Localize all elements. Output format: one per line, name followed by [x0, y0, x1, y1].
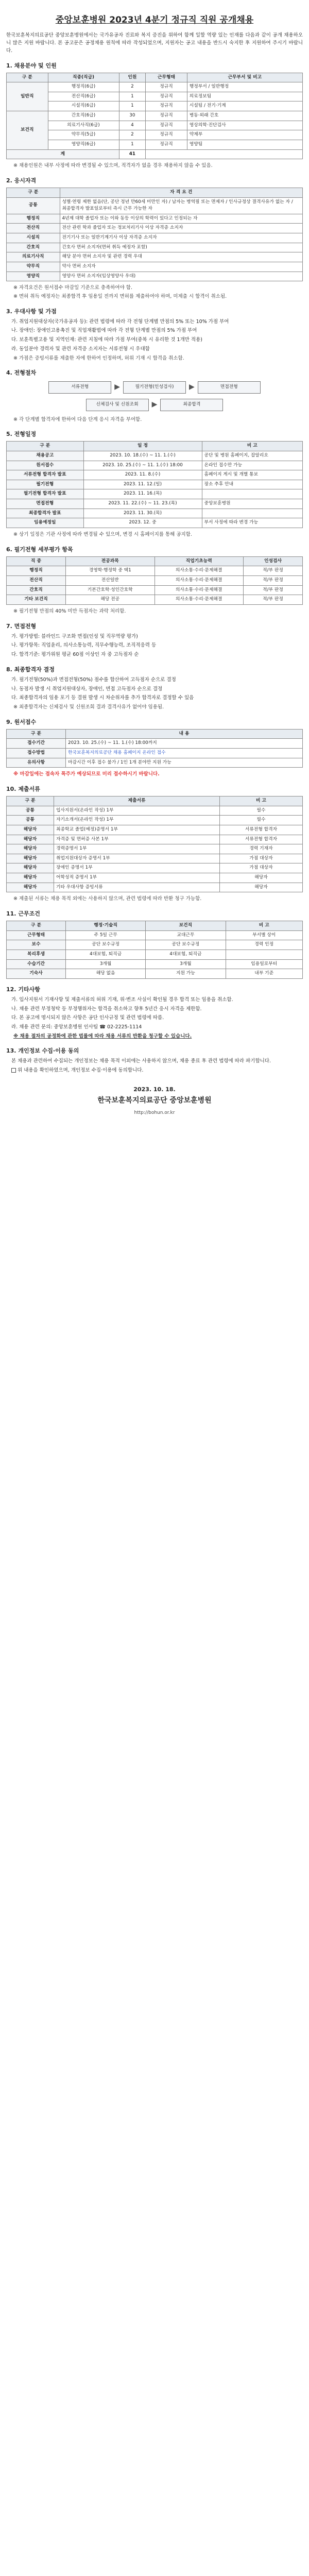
- intro-paragraph: 한국보훈복지의료공단 중앙보훈병원에서는 국가유공자 진료와 복지 증진을 위하여 함께 일할 역량 있는 인재를 다음과 같이 공개 채용하오니 많은 지원 바랍니다. 본 공고문은 공정채용 원칙에 따라 작성되었으며, 지원자는 공고 내용을 반드시 숙지한 후 지원하여 주시기 바랍니다.: [6, 32, 303, 54]
- table-cell: 기숙사: [7, 969, 66, 979]
- table-cell: 필기전형: [7, 480, 84, 489]
- section-title: 7. 면접전형: [6, 622, 37, 630]
- table-cell: 4대보험, 퇴직금: [66, 950, 146, 959]
- table-cell: 2023. 10. 25.(수) ~ 11. 1.(수) 18:00: [83, 461, 202, 470]
- table-cell: 4년제 대학 졸업자 또는 이와 동등 이상의 학력이 있다고 인정되는 자: [60, 214, 303, 224]
- total-label: 계: [7, 149, 119, 159]
- table-row: [7, 835, 303, 844]
- conditions-table: [6, 921, 303, 979]
- table-row: [7, 470, 303, 480]
- table-cell: 입사지원서(온라인 작성) 1부: [54, 806, 220, 816]
- note-text: ※ 채용 절차의 공정화에 관한 법률에 따라 채용 서류의 반환을 청구할 수 있습니다.: [13, 1033, 192, 1039]
- table-cell: 기본간호학·성인간호학: [66, 585, 155, 595]
- arrow-right-icon: ▶: [114, 383, 120, 392]
- flow-step: 최종합격: [160, 399, 223, 411]
- table-cell: 정규직: [146, 140, 187, 149]
- table-cell: 4: [119, 121, 146, 130]
- table-cell: 부서별 상이: [226, 930, 303, 940]
- table-row: [7, 739, 303, 749]
- table-row: [7, 930, 303, 940]
- table-cell: 약사 면허 소지자: [60, 262, 303, 272]
- section-title: 2. 응시자격: [6, 177, 37, 184]
- section-title: 9. 원서접수: [6, 718, 37, 725]
- table-header: 직업기초능력: [154, 556, 244, 566]
- table-header: 구 분: [7, 73, 48, 82]
- table-cell: 자기소개서(온라인 작성) 1부: [54, 816, 220, 825]
- table-header: 일 정: [83, 442, 202, 451]
- paragraph: 다. 최종합격자의 임용 포기 등 결원 발생 시 차순위자를 추가 합격자로 결정할 수 있음: [11, 695, 194, 701]
- table-cell: 임용예정일: [7, 518, 84, 528]
- table-cell: 근무형태: [7, 930, 66, 940]
- table-cell: [202, 509, 303, 518]
- table-row: [7, 509, 303, 518]
- note-text: ※ 제출된 서류는 채용 목적 외에는 사용하지 않으며, 관련 법령에 따라 반환 청구 가능함.: [13, 896, 202, 902]
- table-header: 구 분: [7, 442, 84, 451]
- note-text: ※ 자격요건은 원서접수 마감일 기준으로 충족하여야 함.: [13, 285, 132, 291]
- table-cell: 의료기사직(6급): [48, 121, 119, 130]
- table-cell: 접수방법: [7, 748, 66, 758]
- table-cell: 적/부 판정: [244, 585, 303, 595]
- issue-date: 2023. 10. 18.: [133, 1086, 176, 1093]
- table-cell: 해당 없음: [66, 969, 146, 979]
- table-cell: 서류전형 합격자: [220, 835, 303, 844]
- table-cell: 부서 사정에 따라 변경 가능: [202, 518, 303, 528]
- table-row: [7, 844, 303, 854]
- section-title: 6. 필기전형 세부평가 항목: [6, 546, 73, 553]
- table-cell: 시설직(6급): [48, 101, 119, 111]
- table-header: 비 고: [226, 921, 303, 931]
- table-row: [7, 214, 303, 224]
- table-header: 보건직: [146, 921, 226, 931]
- table-row: [7, 758, 303, 768]
- footer-url[interactable]: http://bohun.or.kr: [134, 1110, 175, 1115]
- table-row: [7, 92, 303, 101]
- table-cell: 자격증 및 면허증 사본 1부: [54, 835, 220, 844]
- table-cell: 공단 보수규정: [146, 940, 226, 950]
- table-row: [7, 82, 303, 92]
- table-cell: 지원 가능: [146, 969, 226, 979]
- table-cell: 약무직: [7, 262, 60, 272]
- table-row: [7, 224, 303, 233]
- table-cell: 온라인 접수만 가능: [202, 461, 303, 470]
- table-header: 전공과목: [66, 556, 155, 566]
- table-cell: 필수: [220, 806, 303, 816]
- process-flow: [6, 399, 303, 411]
- table-row: [7, 854, 303, 863]
- table-cell: 약제부: [187, 130, 302, 140]
- notice-page: [0, 0, 309, 1131]
- table-header-row: [7, 73, 303, 82]
- table-cell: 2: [119, 130, 146, 140]
- table-total-row: [7, 149, 303, 159]
- table-cell: 경력 인정: [226, 940, 303, 950]
- table-row: [7, 883, 303, 892]
- table-cell: 복리후생: [7, 950, 66, 959]
- table-cell: 가점 대상자: [220, 863, 303, 873]
- paragraph: 다. 합격기준: 평가위원 평균 60점 이상인 자 중 고득점자 순: [11, 652, 139, 658]
- table-row: [7, 873, 303, 883]
- table-row: [7, 950, 303, 959]
- table-cell: 2023. 11. 16.(목): [83, 489, 202, 499]
- table-row: [7, 140, 303, 149]
- table-row: [7, 748, 303, 758]
- table-cell: 2023. 10. 25.(수) ~ 11. 1.(수) 18:00까지: [66, 739, 303, 749]
- total-value: 41: [119, 149, 146, 159]
- table-cell: 정규직: [146, 130, 187, 140]
- table-cell: 경력 기재자: [220, 844, 303, 854]
- paragraph: 나. 채용 관련 부정청탁 등 부정행위자는 합격을 취소하고 향후 5년간 응시 자격을 제한함.: [11, 1006, 202, 1012]
- table-cell: 전산 관련 학과 졸업자 또는 정보처리기사 이상 자격증 소지자: [60, 224, 303, 233]
- qualification-table: [6, 188, 303, 281]
- table-header-row: [7, 188, 303, 197]
- table-cell: 영상의학·진단검사: [187, 121, 302, 130]
- table-header: 직종(직급): [48, 73, 119, 82]
- table-cell: 전산직: [7, 224, 60, 233]
- table-cell: 시설팀 / 전기·기계: [187, 101, 302, 111]
- table-cell: 공단 및 병원 홈페이지, 잡알리오: [202, 451, 303, 461]
- table-cell: 원서접수: [7, 461, 84, 470]
- checkbox-icon: [11, 1068, 16, 1073]
- table-cell: 장소 추후 안내: [202, 480, 303, 489]
- table-cell: 공통: [7, 816, 54, 825]
- table-cell: [202, 489, 303, 499]
- table-cell: 기타 우대사항 증빙서류: [54, 883, 220, 892]
- table-cell: 1: [119, 92, 146, 101]
- table-cell: 행정직: [7, 214, 60, 224]
- table-cell: 경력증명서 1부: [54, 844, 220, 854]
- section-title: 3. 우대사항 및 가점: [6, 308, 57, 315]
- table-cell: 어학성적 증명서 1부: [54, 873, 220, 883]
- table-cell: 해당 분야 면허 소지자 및 관련 경력 우대: [60, 252, 303, 262]
- table-cell: 임용일로부터: [226, 959, 303, 969]
- table-cell: 행정부서 / 일반행정: [187, 82, 302, 92]
- table-row: [7, 575, 303, 585]
- consent-text: 위 내용을 확인하였으며, 개인정보 수집·이용에 동의합니다.: [18, 1067, 144, 1074]
- table-cell: 전기기사 또는 일반기계기사 이상 자격증 소지자: [60, 233, 303, 243]
- table-cell: 내부 기준: [226, 969, 303, 979]
- table-cell: 해당 전공: [66, 595, 155, 605]
- table-cell: 2: [119, 82, 146, 92]
- table-cell: 2023. 11. 8.(수): [83, 470, 202, 480]
- table-row: [7, 451, 303, 461]
- table-cell: 마감시간 이후 접수 불가 / 1인 1개 분야만 지원 가능: [66, 758, 303, 768]
- note-text: ※ 채용인원은 내부 사정에 따라 변경될 수 있으며, 적격자가 없을 경우 채용하지 않을 수 있음.: [13, 163, 213, 169]
- table-cell: 시설직: [7, 233, 60, 243]
- table-cell: 적/부 판정: [244, 566, 303, 576]
- table-cell: 의료기사직: [7, 252, 60, 262]
- note-text: ※ 마감일에는 접속자 폭주가 예상되므로 미리 접수하시기 바랍니다.: [13, 771, 160, 777]
- paragraph: 가. 입사지원서 기재사항 및 제출서류의 허위 기재, 위·변조 사실이 확인될 경우 합격 또는 임용을 취소함.: [11, 996, 233, 1003]
- table-cell: 정규직: [146, 82, 187, 92]
- table-cell: [146, 149, 303, 159]
- paragraph: 가. 취업지원대상자(국가유공자 등): 관련 법령에 따라 각 전형 단계별 만점의 5% 또는 10% 가점 부여: [11, 318, 229, 325]
- table-header: 비 고: [220, 796, 303, 806]
- table-row: [7, 595, 303, 605]
- table-cell: 행정직(6급): [48, 82, 119, 92]
- table-header: 구 분: [7, 921, 66, 931]
- table-cell: 해당자: [7, 863, 54, 873]
- table-row: [7, 585, 303, 595]
- table-row: [7, 262, 303, 272]
- table-row: [7, 111, 303, 121]
- group-cell: 보건직: [7, 111, 48, 150]
- paragraph: 나. 평가항목: 직업윤리, 의사소통능력, 직무수행능력, 조직적응력 등: [11, 642, 157, 649]
- paragraph: 라. 채용 관련 문의: 중앙보훈병원 인사팀 ☎ 02-2225-1114: [11, 1024, 142, 1030]
- table-cell: 취업지원대상자 증명서 1부: [54, 854, 220, 863]
- section-title: 13. 개인정보 수집·이용 동의: [6, 1047, 79, 1055]
- note-text: ※ 가점은 증빙서류를 제출한 자에 한하여 인정하며, 허위 기재 시 합격을 취소함.: [13, 355, 184, 361]
- table-cell: 해당자: [7, 883, 54, 892]
- note-text: ※ 필기전형 만점의 40% 미만 득점자는 과락 처리함.: [13, 608, 126, 614]
- paragraph: 본 채용과 관련하여 수집되는 개인정보는 채용 목적 이외에는 사용하지 않으며, 채용 종료 후 관련 법령에 따라 파기합니다.: [11, 1058, 271, 1064]
- flow-step: 필기전형(인성검사): [123, 381, 186, 394]
- paragraph: 가. 필기전형(50%)과 면접전형(50%) 점수를 합산하여 고득점자 순으로 결정: [11, 676, 176, 683]
- table-cell: 영양직(6급): [48, 140, 119, 149]
- table-header-row: [7, 442, 303, 451]
- table-row: [7, 566, 303, 576]
- table-cell: 약무직(5급): [48, 130, 119, 140]
- table-row: [7, 272, 303, 281]
- table-cell: 간호직: [7, 585, 66, 595]
- arrow-right-icon: ▶: [189, 383, 195, 392]
- table-row: [7, 101, 303, 111]
- table-header: 행정·기술직: [66, 921, 146, 931]
- table-cell: 간호직(6급): [48, 111, 119, 121]
- table-cell: 정규직: [146, 101, 187, 111]
- table-row: [7, 959, 303, 969]
- table-cell: 필기전형 합격자 발표: [7, 489, 84, 499]
- section-title: 12. 기타사항: [6, 986, 40, 993]
- table-cell: 정규직: [146, 92, 187, 101]
- table-row: [7, 940, 303, 950]
- application-table: [6, 729, 303, 768]
- table-cell: 의사소통·수리·문제해결: [154, 595, 244, 605]
- table-header: 근무부서 및 비고: [187, 73, 302, 82]
- table-cell: 의사소통·수리·문제해결: [154, 585, 244, 595]
- table-cell: 2023. 11. 22.(수) ~ 11. 23.(목): [83, 499, 202, 509]
- table-cell: 해당자: [220, 883, 303, 892]
- table-header: 구 분: [7, 729, 66, 739]
- table-cell: 정규직: [146, 111, 187, 121]
- table-header: 직 종: [7, 556, 66, 566]
- table-cell: 채용공고: [7, 451, 84, 461]
- section-title: 4. 전형절차: [6, 369, 37, 377]
- table-cell: 정규직: [146, 121, 187, 130]
- table-cell: 전산직: [7, 575, 66, 585]
- table-header: 내 용: [66, 729, 303, 739]
- table-header-row: [7, 729, 303, 739]
- table-cell: 의사소통·수리·문제해결: [154, 575, 244, 585]
- table-header-row: [7, 796, 303, 806]
- table-cell: 1: [119, 101, 146, 111]
- table-cell: 2023. 12. 중: [83, 518, 202, 528]
- paragraph: 가. 평가방법: 블라인드 구조화 면접(인성 및 직무역량 평가): [11, 633, 138, 639]
- table-cell: 보수: [7, 940, 66, 950]
- table-cell: 2023. 10. 18.(수) ~ 11. 1.(수): [83, 451, 202, 461]
- paragraph: 라. 동일분야 경력자 및 관련 자격증 소지자는 서류전형 시 우대함: [11, 346, 150, 352]
- table-header: 인원: [119, 73, 146, 82]
- organization-name: 한국보훈복지의료공단 중앙보훈병원: [97, 1096, 212, 1105]
- table-cell: 면접전형: [7, 499, 84, 509]
- table-cell: 간호직: [7, 243, 60, 252]
- written-exam-table: [6, 556, 303, 605]
- table-cell: 해당자: [7, 835, 54, 844]
- table-cell: 필수: [220, 816, 303, 825]
- table-header-row: [7, 556, 303, 566]
- table-cell: 주 5일 근무: [66, 930, 146, 940]
- table-cell: 병동·외래 간호: [187, 111, 302, 121]
- section-title: 5. 전형일정: [6, 431, 37, 438]
- note-text: ※ 상기 일정은 기관 사정에 따라 변경될 수 있으며, 변경 시 홈페이지를 통해 공지함.: [13, 531, 192, 537]
- table-cell: 성별·연령 제한 없음(단, 공단 정년 만60세 미만인 자) / 남자는 병역필 또는 면제자 / 인사규정상 결격사유가 없는 자 / 최종합격자 발표일로부터 즉시 근무 가능한 자: [60, 197, 303, 214]
- table-cell: 행정직: [7, 566, 66, 576]
- table-cell: 2023. 11. 12.(일): [83, 480, 202, 489]
- paragraph: 나. 장애인: 장애인고용촉진 및 직업재활법에 따라 각 전형 단계별 만점의 5% 가점 부여: [11, 328, 197, 334]
- table-row: [7, 806, 303, 816]
- table-cell: 3개월: [66, 959, 146, 969]
- table-header: 제출서류: [54, 796, 220, 806]
- table-row: [7, 499, 303, 509]
- group-cell: 일반직: [7, 82, 48, 111]
- table-header: 자 격 요 건: [60, 188, 303, 197]
- table-row: [7, 121, 303, 130]
- table-row: [7, 130, 303, 140]
- table-row: [7, 252, 303, 262]
- table-cell: 영양팀: [187, 140, 302, 149]
- documents-table: [6, 796, 303, 892]
- table-cell: 경영학·행정학 중 택1: [66, 566, 155, 576]
- schedule-table: [6, 441, 303, 528]
- page-title: 중앙보훈병원 2023년 4분기 정규직 직원 공개채용: [55, 15, 254, 25]
- table-header: 비 고: [202, 442, 303, 451]
- table-cell: 의사소통·수리·문제해결: [154, 566, 244, 576]
- process-flow: [6, 381, 303, 394]
- note-text: ※ 면허 취득 예정자는 최종합격 후 임용일 전까지 면허를 제출하여야 하며, 미제출 시 합격이 취소됨.: [13, 293, 227, 299]
- paragraph: 다. 본 공고에 명시되지 않은 사항은 공단 인사규정 및 관련 법령에 따름.: [11, 1015, 164, 1021]
- table-header: 인성검사: [244, 556, 303, 566]
- table-cell: 해당자: [220, 873, 303, 883]
- paragraph: 나. 동점자 발생 시 취업지원대상자, 장애인, 면접 고득점자 순으로 결정: [11, 686, 163, 692]
- table-cell: 전산일반: [66, 575, 155, 585]
- table-cell: 교대근무: [146, 930, 226, 940]
- table-cell: 가점 대상자: [220, 854, 303, 863]
- table-header: 근무형태: [146, 73, 187, 82]
- paragraph: 다. 보훈특별고용 및 지역인재: 관련 지침에 따라 가점 부여(중복 시 유리한 것 1개만 적용): [11, 337, 202, 343]
- table-cell: 전산직(6급): [48, 92, 119, 101]
- table-cell: 홈페이지 게시 및 개별 통보: [202, 470, 303, 480]
- table-cell: 공통: [7, 197, 60, 214]
- flow-step: 면접전형: [198, 381, 261, 394]
- table-row: [7, 197, 303, 214]
- section-title: 10. 제출서류: [6, 785, 40, 792]
- table-row: [7, 816, 303, 825]
- table-header: 구 분: [7, 796, 54, 806]
- table-cell: 접수기간: [7, 739, 66, 749]
- table-cell: 적/부 판정: [244, 595, 303, 605]
- table-cell: 중앙보훈병원: [202, 499, 303, 509]
- section-title: 8. 최종합격자 결정: [6, 666, 55, 673]
- table-cell: 해당자: [7, 844, 54, 854]
- table-cell: 유의사항: [7, 758, 66, 768]
- table-header-row: [7, 921, 303, 931]
- table-cell: 영양사 면허 소지자(임상영양사 우대): [60, 272, 303, 281]
- note-text: ※ 최종합격자는 신체검사 및 신원조회 결과 결격사유가 없어야 임용됨.: [13, 704, 164, 710]
- table-cell: 간호사 면허 소지자(면허 취득 예정자 포함): [60, 243, 303, 252]
- table-cell: 서류전형 합격자: [220, 825, 303, 835]
- table-cell: 해당자: [7, 873, 54, 883]
- flow-step: 신체검사 및 신원조회: [86, 399, 149, 411]
- section-title: 1. 채용분야 및 인원: [6, 62, 57, 69]
- table-row: [7, 863, 303, 873]
- note-text: ※ 각 단계별 합격자에 한하여 다음 단계 응시 자격을 부여함.: [13, 416, 142, 422]
- table-cell: 수습기간: [7, 959, 66, 969]
- table-header: 구 분: [7, 188, 60, 197]
- table-row: [7, 233, 303, 243]
- table-cell: 공통: [7, 806, 54, 816]
- flow-step: 서류전형: [48, 381, 111, 394]
- table-row: [7, 825, 303, 835]
- table-cell: 기타 보건직: [7, 595, 66, 605]
- table-cell: 4대보험, 퇴직금: [146, 950, 226, 959]
- table-cell: 적/부 판정: [244, 575, 303, 585]
- table-cell: 1: [119, 140, 146, 149]
- table-cell: 30: [119, 111, 146, 121]
- table-cell: 해당자: [7, 825, 54, 835]
- table-row: [7, 969, 303, 979]
- table-row: [7, 243, 303, 252]
- table-cell: 장애인 증명서 1부: [54, 863, 220, 873]
- table-cell: 영양직: [7, 272, 60, 281]
- table-cell: 2023. 11. 30.(목): [83, 509, 202, 518]
- positions-table: [6, 73, 303, 160]
- table-cell: 해당자: [7, 854, 54, 863]
- consent-line: [11, 1067, 303, 1075]
- table-cell: 최종합격자 발표: [7, 509, 84, 518]
- arrow-right-icon: ▶: [151, 400, 158, 409]
- table-cell: 최종학교 졸업(예정)증명서 1부: [54, 825, 220, 835]
- table-cell: 3개월: [146, 959, 226, 969]
- table-cell: 공단 보수규정: [66, 940, 146, 950]
- table-cell: 의료정보팀: [187, 92, 302, 101]
- table-cell: [226, 950, 303, 959]
- table-row: [7, 518, 303, 528]
- table-cell: 한국보훈복지의료공단 채용 홈페이지 온라인 접수: [66, 748, 303, 758]
- table-cell: 서류전형 합격자 발표: [7, 470, 84, 480]
- table-row: [7, 461, 303, 470]
- table-row: [7, 480, 303, 489]
- table-row: [7, 489, 303, 499]
- section-title: 11. 근무조건: [6, 910, 40, 917]
